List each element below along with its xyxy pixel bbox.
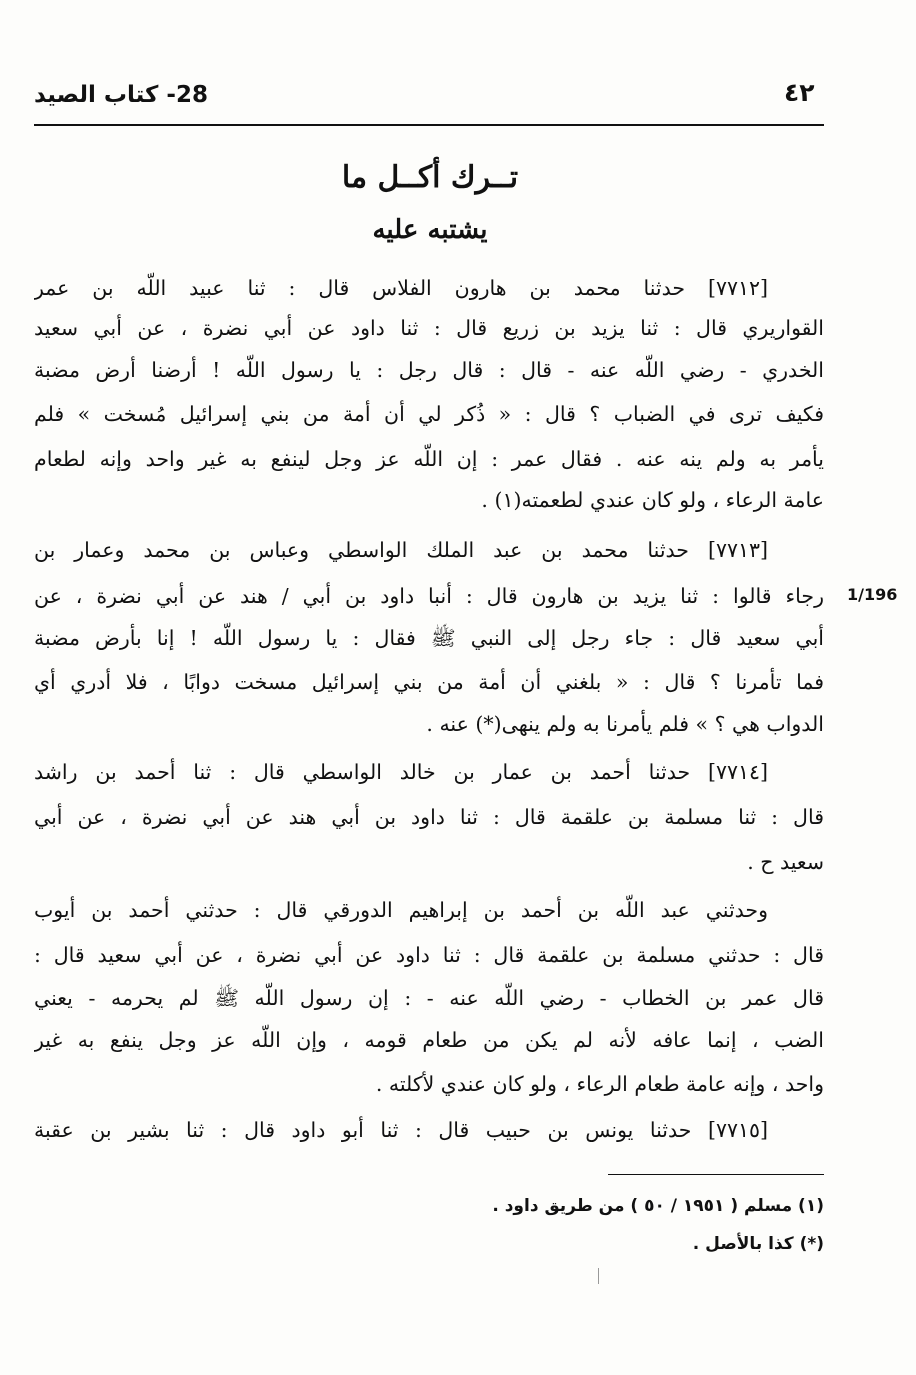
text-line: فكيف ترى في الضباب ؟ قال : « ذُكر لي أن أمة من بني إسرائيل مُسخت » فلم: [34, 402, 824, 426]
text-line: يأمر به ولم ينه عنه . فقال عمر : إن اللّه عز وجل لينفع به غير واحد وإنه لطعام: [34, 447, 824, 471]
text-line: سعيد ح .: [747, 850, 824, 874]
text-line: واحد ، وإنه عامة طعام الرعاء ، ولو كان عندي لأكلته .: [375, 1072, 824, 1096]
scan-artifact: [598, 1268, 599, 1284]
text-line: قال عمر بن الخطاب - رضي اللّه عنه - : إن رسول اللّه ﷺ لم يحرمه - يعني: [34, 986, 824, 1010]
chapter-title: 28- كتاب الصيد: [34, 82, 208, 108]
text-line: القواريري قال : ثنا يزيد بن زريع قال : ثنا داود عن أبي نضرة ، عن أبي سعيد: [34, 316, 824, 340]
text-line: الدواب هي ؟ » فلم يأمرنا به ولم ينهى(*) عنه .: [426, 712, 824, 736]
section-title: تــرك أكــل ما: [341, 160, 519, 195]
text-line: الضب ، إنما عافه لأنه لم يكن من طعام قومه ، وإن اللّه عز وجل ينفع به غير: [34, 1028, 824, 1052]
header-rule: [34, 124, 824, 126]
text-line: [٧٧١٥] حدثنا يونس بن حبيب قال : ثنا أبو داود قال : ثنا بشير بن عقبة: [34, 1118, 768, 1142]
footnote: (١) مسلم ( ١٩٥١ / ٥٠ ) من طريق داود .: [492, 1196, 824, 1216]
footnote: (*) كذا بالأصل .: [692, 1234, 824, 1254]
text-line: [٧٧١٣] حدثنا محمد بن عبد الملك الواسطي وعباس بن محمد وعمار بن: [34, 538, 768, 562]
footnote-rule: [608, 1174, 824, 1175]
text-line: قال : ثنا مسلمة بن علقمة قال : ثنا داود بن أبي هند عن أبي نضرة ، عن أبي: [34, 805, 824, 829]
text-line: الخدري - رضي اللّه عنه - قال : قال رجل : يا رسول اللّه ! أرضنا أرض مضبة: [34, 358, 824, 382]
text-line: [٧٧١٢] حدثنا محمد بن هارون الفلاس قال : ثنا عبيد اللّه بن عمر: [34, 276, 768, 300]
text-line: فما تأمرنا ؟ قال : « بلغني أن أمة من بني إسرائيل مسخت دوابًا ، فلا أدري أي: [34, 670, 824, 694]
text-line: [٧٧١٤] حدثنا أحمد بن عمار بن خالد الواسطي قال : ثنا أحمد بن راشد: [34, 760, 768, 784]
manuscript-folio-note: 1/196: [847, 585, 898, 604]
section-subtitle: يشتبه عليه: [372, 215, 488, 245]
text-line: عامة الرعاء ، ولو كان عندي لطعمته(١) .: [481, 488, 824, 512]
text-line: قال : حدثني مسلمة بن علقمة قال : ثنا داود عن أبي نضرة ، عن أبي سعيد قال :: [34, 943, 824, 967]
text-line: رجاء قالوا : ثنا يزيد بن هارون قال : أنبا داود بن أبي / هند عن أبي نضرة ، عن: [34, 584, 824, 608]
text-line: وحدثني عبد اللّه بن أحمد بن إبراهيم الدورقي قال : حدثني أحمد بن أيوب: [34, 898, 769, 922]
text-line: أبي سعيد قال : جاء رجل إلى النبي ﷺ فقال : يا رسول اللّه ! إنا بأرض مضبة: [34, 626, 824, 650]
page-number: ٤٢: [784, 78, 815, 107]
